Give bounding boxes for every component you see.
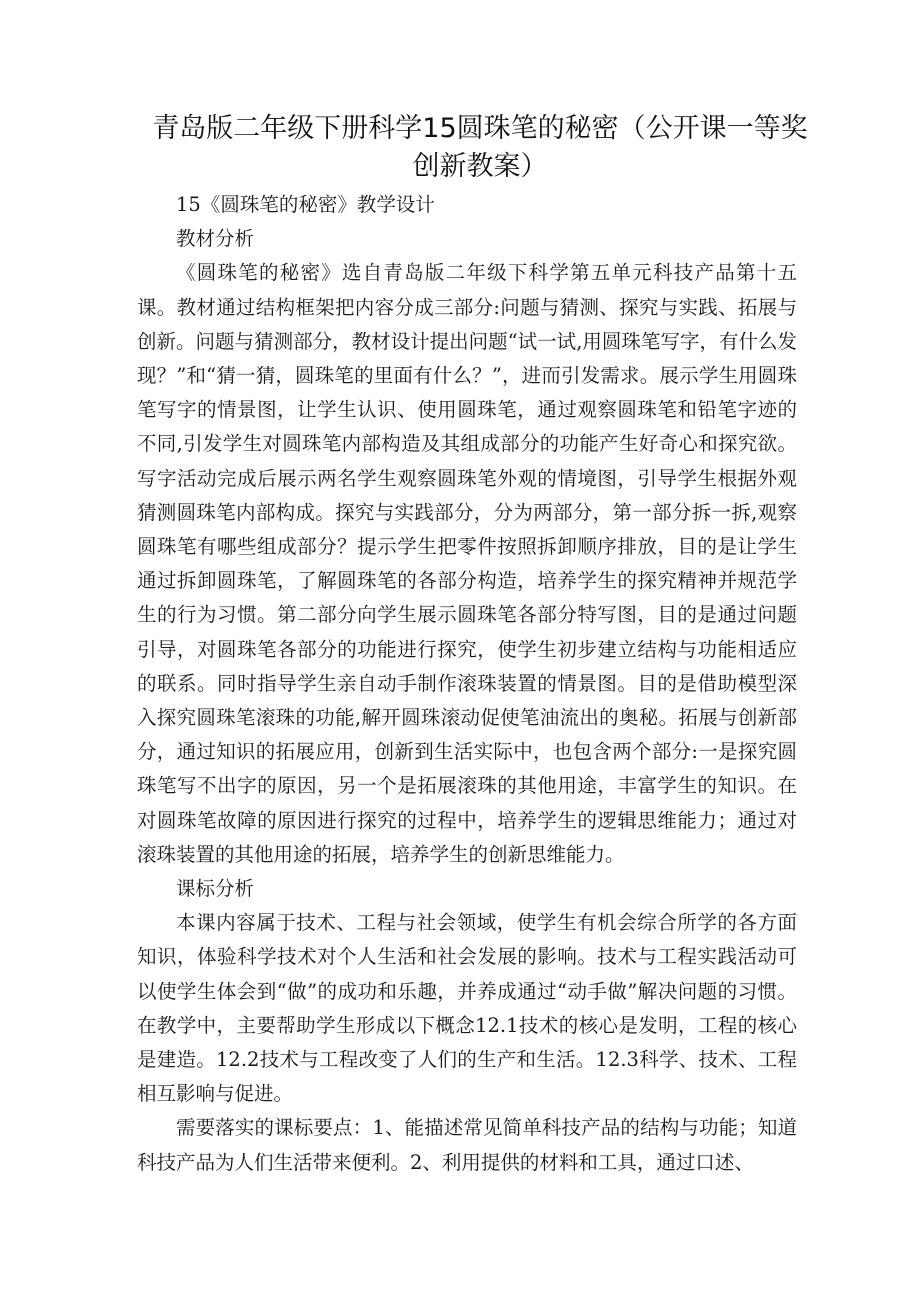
title-line-2: 创新教案） [412,151,548,182]
title-line-1: 青岛版二年级下册科学15圆珠笔的秘密（公开课一等奖 [152,113,808,144]
document-title [140,110,820,186]
paragraph-curriculum-points: 需要落实的课标要点：1、能描述常见简单科技产品的结构与功能；知道科技产品为人们生活带来便利。2、利用提供的材料和工具，通过口述、 [137,1116,797,1174]
section-heading-textbook-analysis: 教材分析 [176,227,255,251]
document-body [137,188,797,1180]
subtitle: 15《圆珠笔的秘密》教学设计 [176,193,435,216]
paragraph-curriculum-content: 本课内容属于技术、工程与社会领域，使学生有机会综合所学的各方面知识，体验科学技术对个人生活和社会发展的影响。技术与工程实践活动可以使学生体会到“做”的成功和乐趣，并养成通过“动手做”解决问题的习惯。在教学中，主要帮助学生形成以下概念12.1技术的核心是发明，工程的核心是建造。12.2技术与工程改变了人们的生产和生活。12.3科学、技术、工程相互影响与促进。 [137,911,797,1106]
paragraph-textbook-analysis: 《圆珠笔的秘密》选自青岛版二年级下科学第五单元科技产品第十五课。教材通过结构框架把内容分成三部分:问题与猜测、探究与实践、拓展与创新。问题与猜测部分，教材设计提出问题“试一试,用圆珠笔写字，有什么发现？”和“猜一猜，圆珠笔的里面有什么？”，进而引发需求。展示学生用圆珠笔写字的情景图，让学生认识、使用圆珠笔，通过观察圆珠笔和铅笔字迹的不同,引发学生对圆珠笔内部构造及其组成部分的功能产生好奇心和探究欲。写字活动完成后展示两名学生观察圆珠笔外观的情境图，引导学生根据外观猜测圆珠笔内部构成。探究与实践部分，分为两部分，第一部分拆一拆,观察圆珠笔有哪些组成部分？提示学生把零件按照拆卸顺序排放，目的是让学生通过拆卸圆珠笔，了解圆珠笔的各部分构造，培养学生的探究精神并规范学生的行为习惯。第二部分向学生展示圆珠笔各部分特写图，目的是通过问题引导，对圆珠笔各部分的功能进行探究，使学生初步建立结构与功能相适应的联系。同时指导学生亲自动手制作滚珠装置的情景图。目的是借助模型深入探究圆珠笔滚珠的功能,解开圆珠滚动促使笔油流出的奥秘。拓展与创新部分，通过知识的拓展应用，创新到生活实际中，也包含两个部分:一是探究圆珠笔写不出字的原因，另一个是拓展滚珠的其他用途，丰富学生的知识。在对圆珠笔故障的原因进行探究的过程中，培养学生的逻辑思维能力；通过对滚珠装置的其他用途的拓展，培养学生的创新思维能力。 [137,261,797,866]
section-heading-curriculum-analysis: 课标分析 [176,877,255,901]
